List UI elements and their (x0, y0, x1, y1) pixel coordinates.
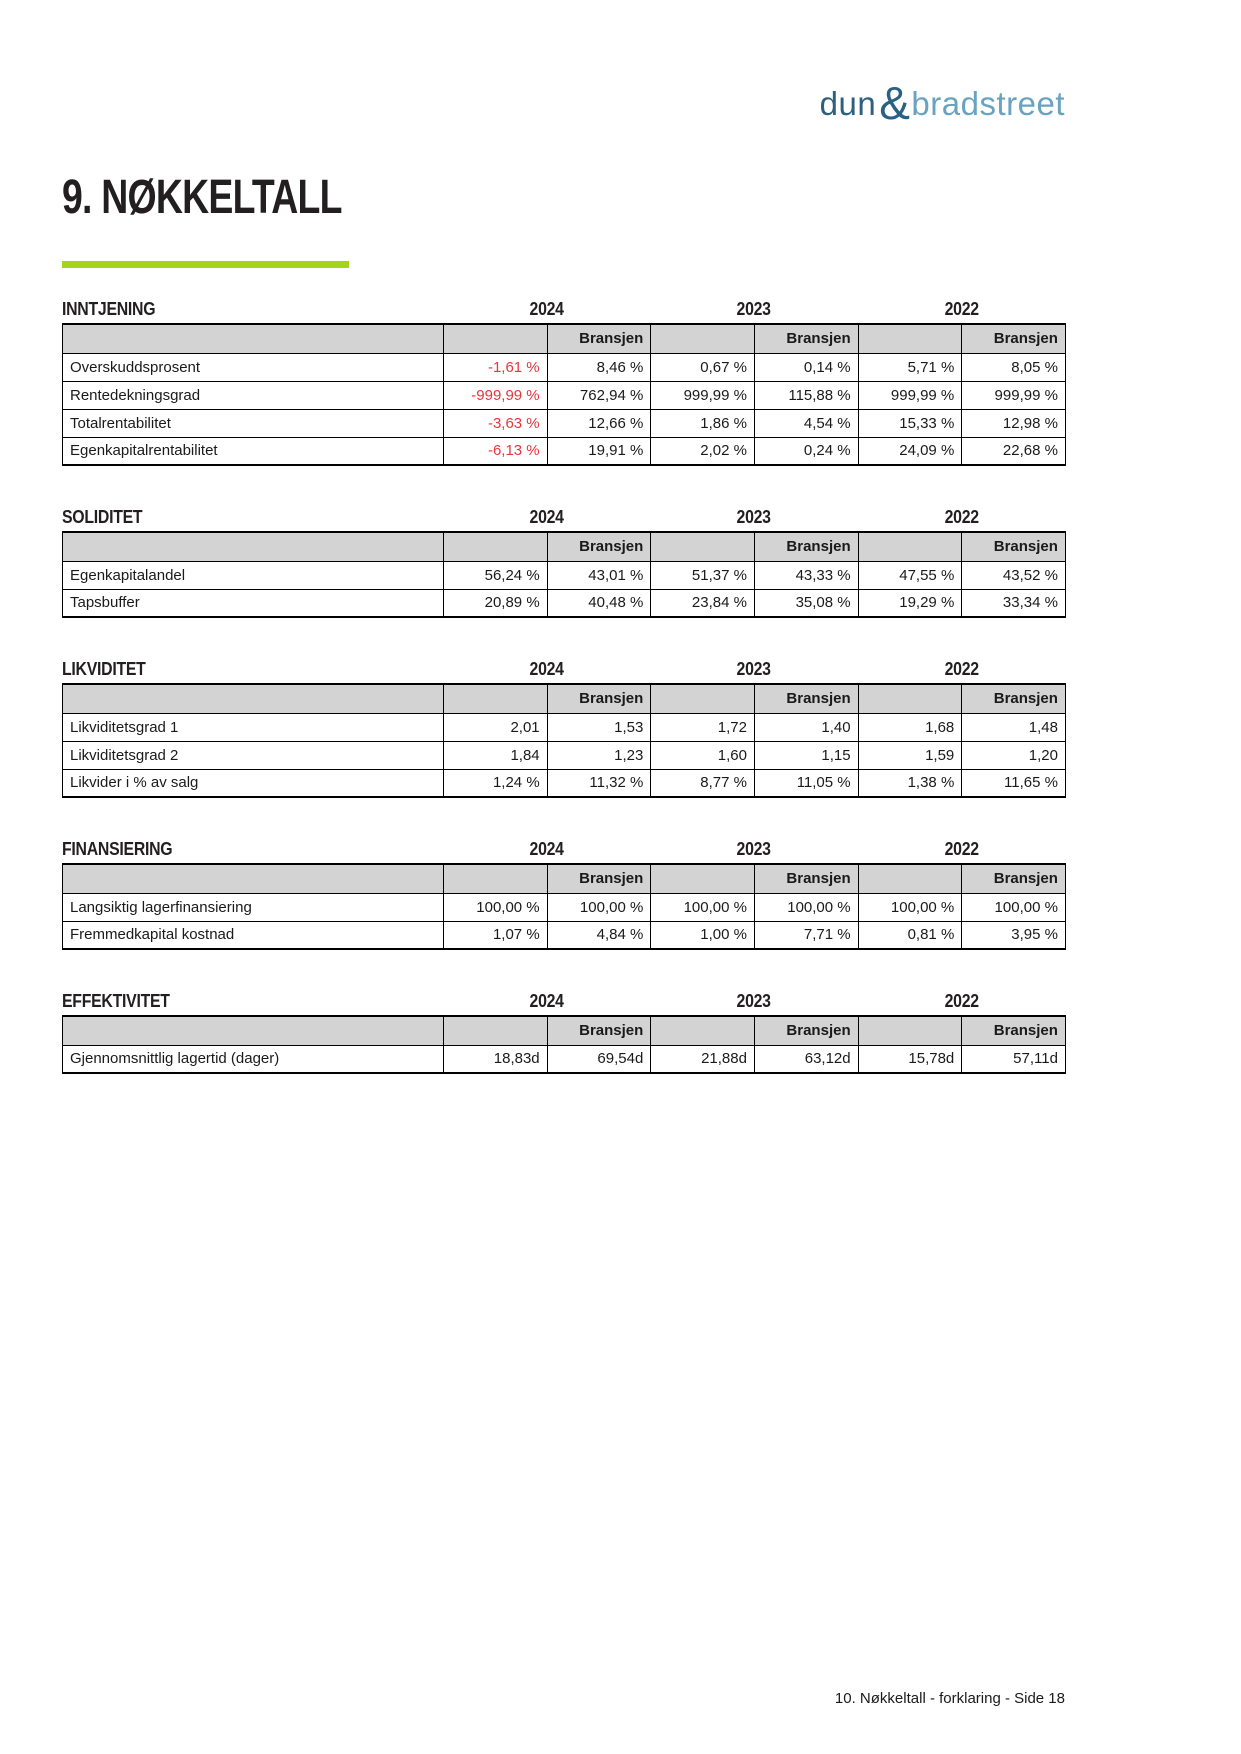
table-row (63, 893, 1066, 921)
table-header-row (63, 324, 1066, 353)
table-header-row (63, 1016, 1066, 1045)
value-cell: -6,13 % (444, 437, 548, 465)
value-cell: 15,33 % (858, 409, 962, 437)
value-cell: 1,68 (858, 713, 962, 741)
page-footer: 10. Nøkkeltall - forklaring - Side 18 (834, 1690, 1065, 1707)
value-cell: 11,05 % (754, 769, 858, 797)
value-cell: 1,38 % (858, 769, 962, 797)
title-underline-bar (62, 261, 349, 268)
section-heading-row (62, 838, 1065, 860)
row-label: Likvider i % av salg (63, 769, 444, 797)
table-row (63, 381, 1066, 409)
logo-text-bradstreet: bradstreet (911, 85, 1065, 122)
year-label-2022: 2022 (944, 839, 979, 859)
header-blank-cell (444, 1016, 548, 1045)
section-soliditet (62, 506, 1065, 618)
value-cell: 12,66 % (547, 409, 651, 437)
section-title: INNTJENING (62, 299, 156, 319)
value-cell: 999,99 % (962, 381, 1066, 409)
section-effektivitet (62, 990, 1065, 1074)
value-cell: 1,59 (858, 741, 962, 769)
dun-bradstreet-logo (819, 72, 1065, 129)
section-title: FINANSIERING (62, 839, 173, 859)
header-blank-cell (444, 684, 548, 713)
value-cell: 1,40 (754, 713, 858, 741)
value-cell: 1,20 (962, 741, 1066, 769)
header-blank-cell (63, 864, 444, 893)
table-row (63, 713, 1066, 741)
header-blank-cell (858, 864, 962, 893)
value-cell: 4,84 % (547, 921, 651, 949)
value-cell: 19,91 % (547, 437, 651, 465)
value-cell: 21,88d (651, 1045, 755, 1073)
section-title: SOLIDITET (62, 507, 143, 527)
header-blank-cell (63, 1016, 444, 1045)
header-blank-cell (651, 532, 755, 561)
value-cell: 1,00 % (651, 921, 755, 949)
header-blank-cell (651, 684, 755, 713)
header-bransjen-cell: Bransjen (962, 532, 1066, 561)
value-cell: 100,00 % (547, 893, 651, 921)
section-heading-row (62, 658, 1065, 680)
value-cell: -3,63 % (444, 409, 548, 437)
section-title: LIKVIDITET (62, 659, 146, 679)
value-cell: 57,11d (962, 1045, 1066, 1073)
header-bransjen-cell: Bransjen (962, 1016, 1066, 1045)
year-label-2024: 2024 (529, 991, 564, 1011)
header-bransjen-cell: Bransjen (754, 864, 858, 893)
value-cell: 100,00 % (444, 893, 548, 921)
header-bransjen-cell: Bransjen (962, 864, 1066, 893)
header-bransjen-cell: Bransjen (754, 1016, 858, 1045)
value-cell: 11,65 % (962, 769, 1066, 797)
value-cell: 1,72 (651, 713, 755, 741)
row-label: Overskuddsprosent (63, 353, 444, 381)
value-cell: 2,01 (444, 713, 548, 741)
table-row (63, 437, 1066, 465)
header-bransjen-cell: Bransjen (547, 324, 651, 353)
year-label-2024: 2024 (529, 839, 564, 859)
row-label: Egenkapitalandel (63, 561, 444, 589)
year-label-2024: 2024 (529, 299, 564, 319)
key-figures-table (62, 1015, 1066, 1074)
value-cell: 23,84 % (651, 589, 755, 617)
key-figures-table (62, 531, 1066, 618)
table-row (63, 589, 1066, 617)
value-cell: 4,54 % (754, 409, 858, 437)
page-title: 9. NØKKELTALL (62, 171, 342, 224)
value-cell: 100,00 % (858, 893, 962, 921)
value-cell: 33,34 % (962, 589, 1066, 617)
header-blank-cell (651, 324, 755, 353)
table-header-row (63, 684, 1066, 713)
header-bransjen-cell: Bransjen (754, 532, 858, 561)
value-cell: 35,08 % (754, 589, 858, 617)
header-blank-cell (858, 1016, 962, 1045)
value-cell: -999,99 % (444, 381, 548, 409)
year-label-2022: 2022 (944, 299, 979, 319)
sections-container (62, 298, 1065, 1074)
row-label: Likviditetsgrad 2 (63, 741, 444, 769)
value-cell: 3,95 % (962, 921, 1066, 949)
section-title: EFFEKTIVITET (62, 991, 170, 1011)
table-row (63, 561, 1066, 589)
row-label: Fremmedkapital kostnad (63, 921, 444, 949)
value-cell: 69,54d (547, 1045, 651, 1073)
header-bransjen-cell: Bransjen (754, 684, 858, 713)
value-cell: 1,23 (547, 741, 651, 769)
header-blank-cell (444, 324, 548, 353)
table-row (63, 409, 1066, 437)
value-cell: 100,00 % (651, 893, 755, 921)
header-blank-cell (858, 324, 962, 353)
value-cell: 12,98 % (962, 409, 1066, 437)
header-bransjen-cell: Bransjen (547, 1016, 651, 1045)
value-cell: 51,37 % (651, 561, 755, 589)
header-bransjen-cell: Bransjen (962, 684, 1066, 713)
value-cell: 1,15 (754, 741, 858, 769)
header-bransjen-cell: Bransjen (754, 324, 858, 353)
value-cell: 100,00 % (962, 893, 1066, 921)
row-label: Langsiktig lagerfinansiering (63, 893, 444, 921)
value-cell: 1,48 (962, 713, 1066, 741)
header-blank-cell (858, 684, 962, 713)
section-finansiering (62, 838, 1065, 950)
value-cell: 0,14 % (754, 353, 858, 381)
header-bransjen-cell: Bransjen (547, 864, 651, 893)
section-likviditet (62, 658, 1065, 798)
year-label-2024: 2024 (529, 507, 564, 527)
value-cell: 1,24 % (444, 769, 548, 797)
table-row (63, 1045, 1066, 1073)
year-label-2023: 2023 (736, 839, 772, 859)
value-cell: 762,94 % (547, 381, 651, 409)
section-heading-row (62, 298, 1065, 320)
logo-text-dun: dun (819, 85, 877, 122)
value-cell: 18,83d (444, 1045, 548, 1073)
year-label-2023: 2023 (736, 659, 772, 679)
value-cell: 56,24 % (444, 561, 548, 589)
key-figures-table (62, 323, 1066, 466)
header-blank-cell (63, 324, 444, 353)
value-cell: 8,77 % (651, 769, 755, 797)
value-cell: 43,33 % (754, 561, 858, 589)
value-cell: 15,78d (858, 1045, 962, 1073)
table-header-row (63, 864, 1066, 893)
row-label: Totalrentabilitet (63, 409, 444, 437)
header-blank-cell (444, 864, 548, 893)
year-label-2023: 2023 (736, 991, 772, 1011)
value-cell: 999,99 % (858, 381, 962, 409)
header-bransjen-cell: Bransjen (547, 684, 651, 713)
row-label: Egenkapitalrentabilitet (63, 437, 444, 465)
value-cell: 1,53 (547, 713, 651, 741)
row-label: Gjennomsnittlig lagertid (dager) (63, 1045, 444, 1073)
key-figures-table (62, 683, 1066, 798)
value-cell: 100,00 % (754, 893, 858, 921)
row-label: Tapsbuffer (63, 589, 444, 617)
value-cell: 40,48 % (547, 589, 651, 617)
header-blank-cell (444, 532, 548, 561)
year-label-2022: 2022 (944, 659, 979, 679)
value-cell: 1,07 % (444, 921, 548, 949)
value-cell: 43,01 % (547, 561, 651, 589)
row-label: Rentedekningsgrad (63, 381, 444, 409)
section-inntjening (62, 298, 1065, 466)
value-cell: 43,52 % (962, 561, 1066, 589)
header-blank-cell (651, 1016, 755, 1045)
value-cell: 999,99 % (651, 381, 755, 409)
value-cell: 2,02 % (651, 437, 755, 465)
table-row (63, 921, 1066, 949)
year-label-2023: 2023 (736, 299, 772, 319)
value-cell: 11,32 % (547, 769, 651, 797)
value-cell: 47,55 % (858, 561, 962, 589)
table-row (63, 353, 1066, 381)
value-cell: 0,81 % (858, 921, 962, 949)
value-cell: 8,05 % (962, 353, 1066, 381)
value-cell: 22,68 % (962, 437, 1066, 465)
header-bransjen-cell: Bransjen (962, 324, 1066, 353)
value-cell: 63,12d (754, 1045, 858, 1073)
header-blank-cell (651, 864, 755, 893)
value-cell: 7,71 % (754, 921, 858, 949)
table-row (63, 741, 1066, 769)
section-heading-row (62, 506, 1065, 528)
header-bransjen-cell: Bransjen (547, 532, 651, 561)
section-heading-row (62, 990, 1065, 1012)
header-blank-cell (858, 532, 962, 561)
value-cell: 19,29 % (858, 589, 962, 617)
header-row (62, 72, 1065, 129)
year-label-2023: 2023 (736, 507, 772, 527)
value-cell: -1,61 % (444, 353, 548, 381)
header-blank-cell (63, 532, 444, 561)
value-cell: 1,60 (651, 741, 755, 769)
value-cell: 0,67 % (651, 353, 755, 381)
year-label-2022: 2022 (944, 991, 979, 1011)
value-cell: 20,89 % (444, 589, 548, 617)
row-label: Likviditetsgrad 1 (63, 713, 444, 741)
value-cell: 1,86 % (651, 409, 755, 437)
value-cell: 5,71 % (858, 353, 962, 381)
logo-ampersand-icon: & (879, 77, 911, 129)
header-blank-cell (63, 684, 444, 713)
value-cell: 8,46 % (547, 353, 651, 381)
year-label-2022: 2022 (944, 507, 979, 527)
key-figures-table (62, 863, 1066, 950)
value-cell: 1,84 (444, 741, 548, 769)
year-label-2024: 2024 (529, 659, 564, 679)
value-cell: 115,88 % (754, 381, 858, 409)
table-header-row (63, 532, 1066, 561)
value-cell: 0,24 % (754, 437, 858, 465)
table-row (63, 769, 1066, 797)
value-cell: 24,09 % (858, 437, 962, 465)
